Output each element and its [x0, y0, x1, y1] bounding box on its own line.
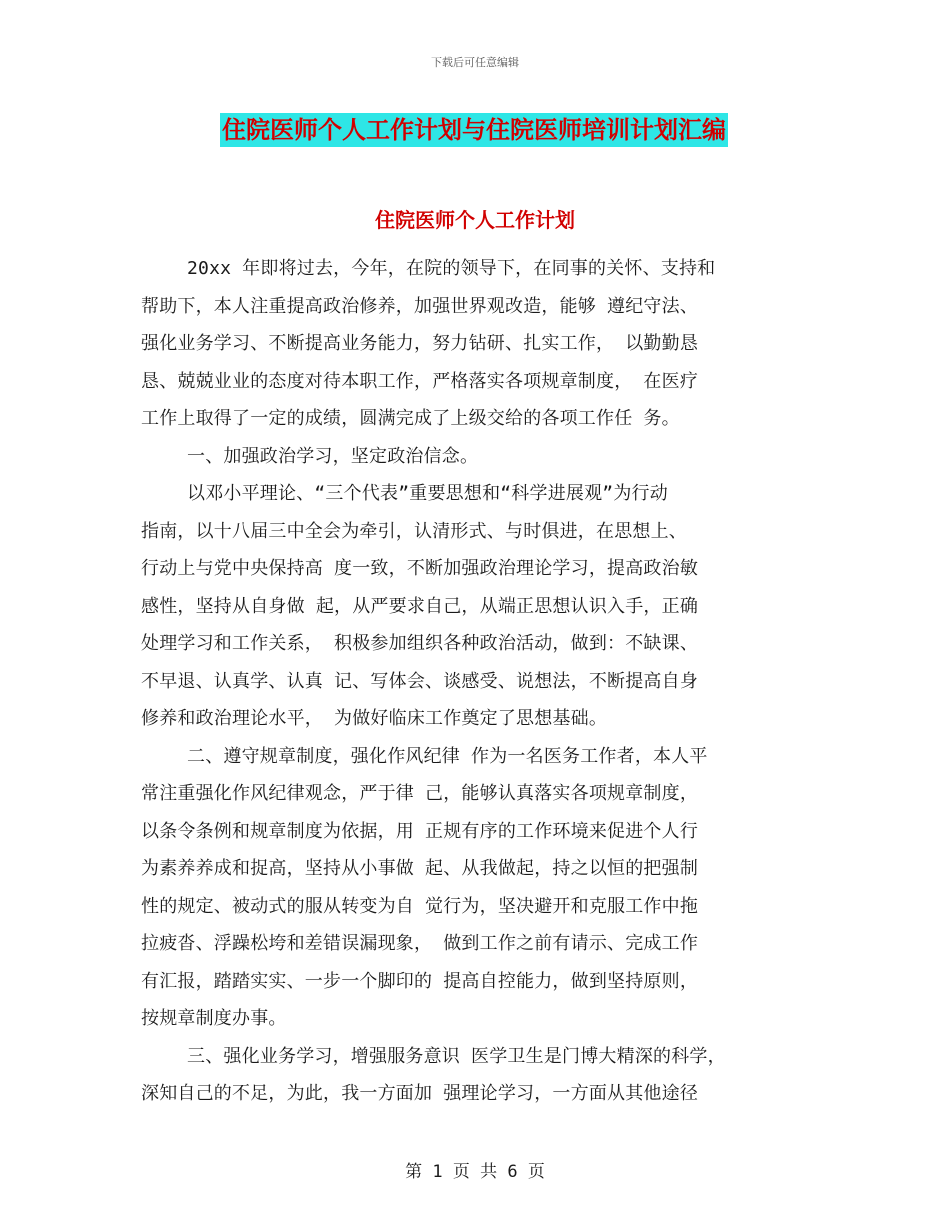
text-line: 工作上取得了一定的成绩，圆满完成了上级交给的各项工作任 务。: [141, 408, 680, 429]
text-line: 二、遵守规章制度，强化作风纪律 作为一名医务工作者，本人平: [187, 745, 708, 767]
text-line: 一、加强政治学习，坚定政治信念。: [187, 445, 479, 467]
text-line: 深知自己的不足，为此，我一方面加 强理论学习，一方面从其他途径: [141, 1083, 699, 1104]
text-line: 为素养养成和捉高，坚持从小事做 起、从我做起，持之以恒的把强制: [141, 858, 699, 879]
text-line: 修养和政治理论水平， 为做好临床工作奠定了思想基础。: [141, 708, 608, 729]
page-footer: 第 1 页 共 6 页: [405, 1162, 545, 1182]
text-line: 拉疲沓、浮躁松垮和差错误漏现象， 做到工作之前有请示、完成工作: [141, 933, 699, 954]
text-line: 不早退、认真学、认真 记、写体会、谈感受、说想法，不断提高自身: [141, 670, 699, 692]
body-text: [141, 250, 831, 1113]
text-line: 三、强化业务学习，增强服务意识 医学卫生是门博大精深的科学，: [187, 1045, 726, 1067]
text-line: 处理学习和工作关系， 积极参加组织各种政治活动，做到：不缺课、: [141, 633, 699, 654]
text-line: 强化业务学习、不断提高业务能力，努力钻研、扎实工作， 以勤勤恳: [141, 333, 699, 354]
document-title: 住院医师个人工作计划与住院医师培训计划汇编: [220, 113, 728, 147]
text-line: 恳、兢兢业业的态度对待本职工作，严格落实各项规章制度， 在医疗: [141, 370, 699, 392]
text-line: 指南，以十八届三中全会为牵引，认清形式、与时俱进，在思想上、: [141, 520, 687, 542]
text-line: 有汇报，踏踏实实、一步一个脚印的 提高自控能力，做到坚持原则，: [141, 970, 699, 992]
text-line: 以条令条例和规章制度为依据，用 正规有序的工作环境来促进个人行: [141, 820, 699, 842]
text-line: 常注重强化作风纪律观念，严于律 己，能够认真落实各项规章制度，: [141, 783, 699, 804]
section-title: 住院医师个人工作计划: [375, 208, 575, 232]
text-line: 20xx 年即将过去，今年，在院的领导下，在同事的关怀、支持和: [187, 258, 716, 279]
page-header: 下载后可任意编辑: [431, 56, 519, 69]
text-line: 按规章制度办事。: [141, 1008, 287, 1029]
text-line: 性的规定、被动式的服从转变为自 觉行为，坚决避开和克服工作中拖: [141, 895, 699, 917]
text-line: 帮助下，本人注重提高政治修养，加强世界观改造，能够 遵纪守法、: [141, 295, 699, 317]
text-line: 行动上与党中央保持高 度一致，不断加强政治理论学习，提高政治敏: [141, 558, 699, 579]
text-line: 以邓小平理论、“三个代表”重要思想和“科学进展观”为行动: [187, 483, 668, 504]
text-line: 感性，坚持从自身做 起，从严要求自己，从端正思想认识入手，正确: [141, 595, 699, 617]
